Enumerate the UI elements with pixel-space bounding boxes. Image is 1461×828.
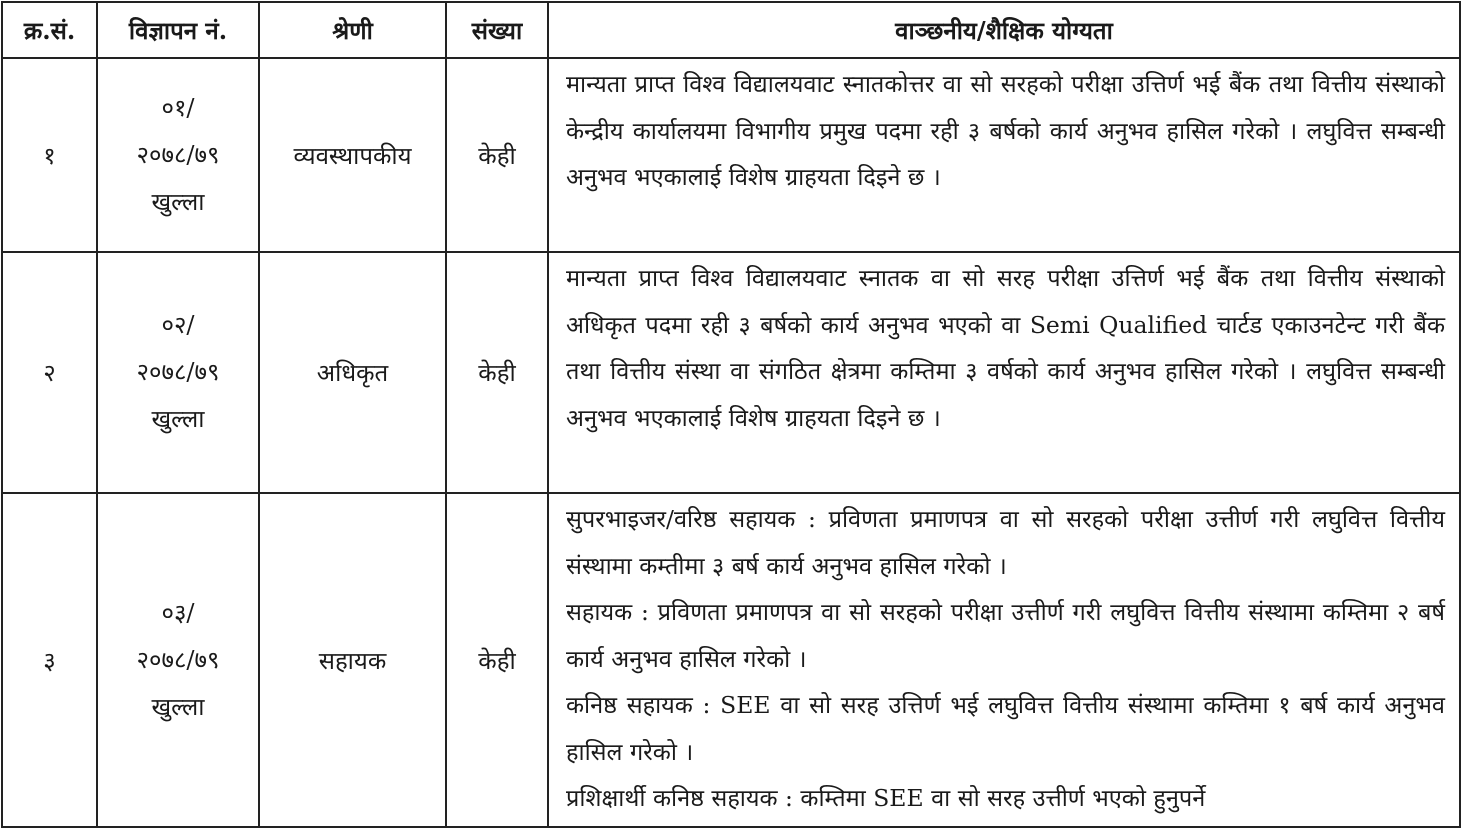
advert-no-cell [97, 252, 259, 493]
advert-no-line1: ०३/ [161, 598, 195, 627]
qualification-junior-assistant: कनिष्ठ सहायक : SEE वा सो सरह उत्तिर्ण भई लघुवित्त वित्तीय संस्थामा कम्तिमा १ बर्ष कार्य अनुभव हासिल गरेको । [566, 691, 1445, 766]
advert-no-line1: ०१/ [161, 93, 195, 122]
count-cell: केही [446, 58, 548, 252]
serial-cell: १ [2, 58, 97, 252]
header-serial: क्र.सं. [2, 2, 97, 58]
advert-no-line2: २०७८/७९ [136, 140, 220, 169]
category-cell: सहायक [259, 493, 446, 827]
category-cell: व्यवस्थापकीय [259, 58, 446, 252]
advert-type: खुल्ला [151, 187, 205, 216]
table-row [2, 493, 1460, 827]
qualification-cell: मान्यता प्राप्त विश्व विद्यालयवाट स्नातकोत्तर वा सो सरहको परीक्षा उत्तिर्ण भई बैंक तथा वित्तीय संस्थाको केन्द्रीय कार्यालयमा विभागीय प्रमुख पदमा रही ३ बर्षको कार्य अनुभव हासिल गरेको । लघुवित्त सम्बन्धी अनुभव भएकालाई विशेष ग्राहयता दिइने छ । [548, 58, 1460, 252]
qualification-cell [548, 493, 1460, 827]
qualification-trainee: प्रशिक्षार्थी कनिष्ठ सहायक : कम्तिमा SEE वा सो सरह उत्तीर्ण भएको हुनुपर्ने [566, 784, 1206, 812]
serial-cell: ३ [2, 493, 97, 827]
count-cell: केही [446, 493, 548, 827]
vacancy-table [1, 1, 1461, 828]
header-category: श्रेणी [259, 2, 446, 58]
count-cell: केही [446, 252, 548, 493]
serial-cell: २ [2, 252, 97, 493]
advert-no-line2: २०७८/७९ [136, 358, 220, 386]
advert-type: खुल्ला [151, 692, 205, 721]
qualification-cell: मान्यता प्राप्त विश्व विद्यालयवाट स्नातक वा सो सरह परीक्षा उत्तिर्ण भई बैंक तथा वित्तीय संस्थाको अधिकृत पदमा रही ३ बर्षको कार्य अनुभव भएको वा Semi Qualified चार्टड एकाउनटेन्ट गरी बैंक तथा वित्तीय संस्था वा संगठित क्षेत्रमा कम्तिमा ३ वर्षको कार्य अनुभव हासिल गरेको । लघुवित्त सम्बन्धी अनुभव भएकालाई विशेष ग्राहयता दिइने छ । [548, 252, 1460, 493]
advert-type: खुल्ला [151, 405, 205, 433]
header-count: संख्या [446, 2, 548, 58]
header-qualification: वाञ्छनीय/शैक्षिक योग्यता [548, 2, 1460, 58]
advert-no-line2: २०७८/७९ [136, 645, 220, 674]
table-row [2, 252, 1460, 493]
category-cell: अधिकृत [259, 252, 446, 493]
qualification-assistant: सहायक : प्रविणता प्रमाणपत्र वा सो सरहको परीक्षा उत्तीर्ण गरी लघुवित्त वित्तीय संस्थामा कम्तिमा २ बर्ष कार्य अनुभव हासिल गरेको । [566, 598, 1445, 673]
advert-no-cell [97, 58, 259, 252]
advert-no-line1: ०२/ [161, 311, 195, 339]
qualification-supervisor: सुपरभाइजर/वरिष्ठ सहायक : प्रविणता प्रमाणपत्र वा सो सरहको परीक्षा उत्तीर्ण गरी लघुवित्त वित्तीय संस्थामा कम्तीमा ३ बर्ष कार्य अनुभव हासिल गरेको । [566, 505, 1445, 580]
advert-no-cell [97, 493, 259, 827]
header-row [2, 2, 1460, 58]
header-advert-no: विज्ञापन नं. [97, 2, 259, 58]
table-row [2, 58, 1460, 252]
